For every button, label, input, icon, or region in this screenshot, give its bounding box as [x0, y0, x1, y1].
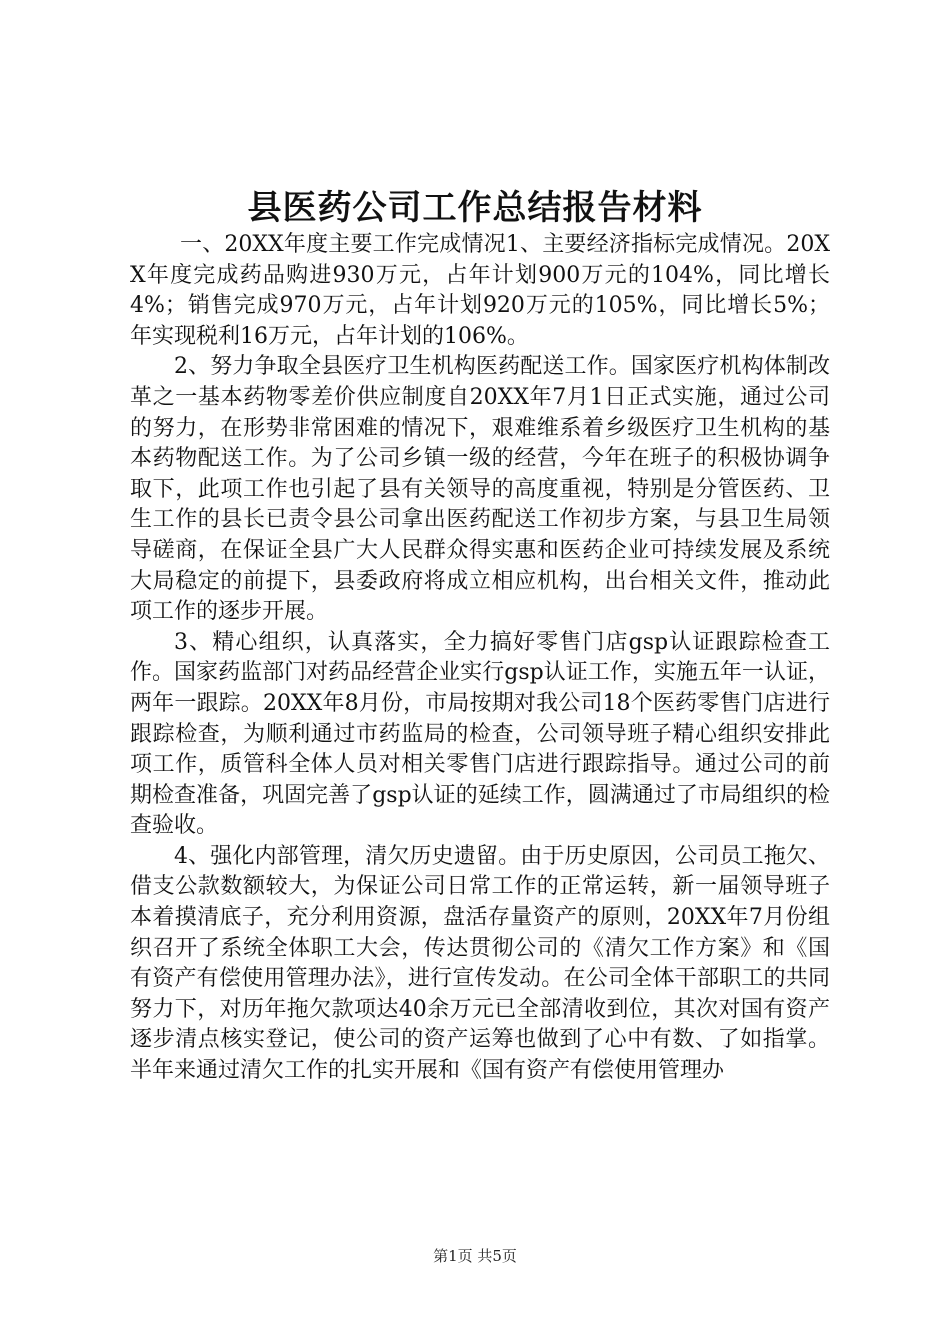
paragraph-2: 2、努力争取全县医疗卫生机构医药配送工作。国家医疗机构体制改革之一基本药物零差价供应制度自20XX年7月1日正式实施，通过公司的努力，在形势非常困难的情况下，艰难维系着乡级医疗卫生机构的基本药物配送工作。为了公司乡镇一级的经营，今年在班子的积极协调争取下，此项工作也引起了县有关领导的高度重视，特别是分管医药、卫生工作的县长已责令县公司拿出医药配送工作初步方案，与县卫生局领导磋商，在保证全县广大人民群众得实惠和医药企业可持续发展及系统大局稳定的前提下，县委政府将成立相应机构，出台相关文件，推动此项工作的逐步开展。 [130, 354, 830, 625]
paragraph-4: 4、强化内部管理，清欠历史遗留。由于历史原因，公司员工拖欠、借支公款数额较大，为保证公司日常工作的正常运转，新一届领导班子本着摸清底子，充分利用资源，盘活存量资产的原则，20XX年7月份组织召开了系统全体职工大会，传达贯彻公司的《清欠工作方案》和《国有资产有偿使用管理办法》，进行宣传发动。在公司全体干部职工的共同努力下，对历年拖欠款项达40余万元已全部清收到位，其次对国有资产逐步清点核实登记，使公司的资产运筹也做到了心中有数、了如指掌。半年来通过清欠工作的扎实开展和《国有资产有偿使用管理办 [130, 843, 830, 1084]
document-title: 县医药公司工作总结报告材料 [247, 188, 703, 228]
paragraph-1: 一、20XX年度主要工作完成情况1、主要经济指标完成情况。20XX年度完成药品购进930万元，占年计划900万元的104%，同比增长4%；销售完成970万元，占年计划920万元的105%，同比增长5%；年实现税利16万元，占年计划的106%。 [130, 232, 830, 349]
document-body [130, 230, 830, 1087]
page-footer: 第1页 共5页 [433, 1247, 517, 1265]
paragraph-3: 3、精心组织，认真落实，全力搞好零售门店gsp认证跟踪检查工作。国家药监部门对药品经营企业实行gsp认证工作，实施五年一认证，两年一跟踪。20XX年8月份，市局按期对我公司18个医药零售门店进行跟踪检查，为顺利通过市药监局的检查，公司领导班子精心组织安排此项工作，质管科全体人员对相关零售门店进行跟踪指导。通过公司的前期检查准备，巩固完善了gsp认证的延续工作，圆满通过了市局组织的检查验收。 [130, 629, 830, 839]
